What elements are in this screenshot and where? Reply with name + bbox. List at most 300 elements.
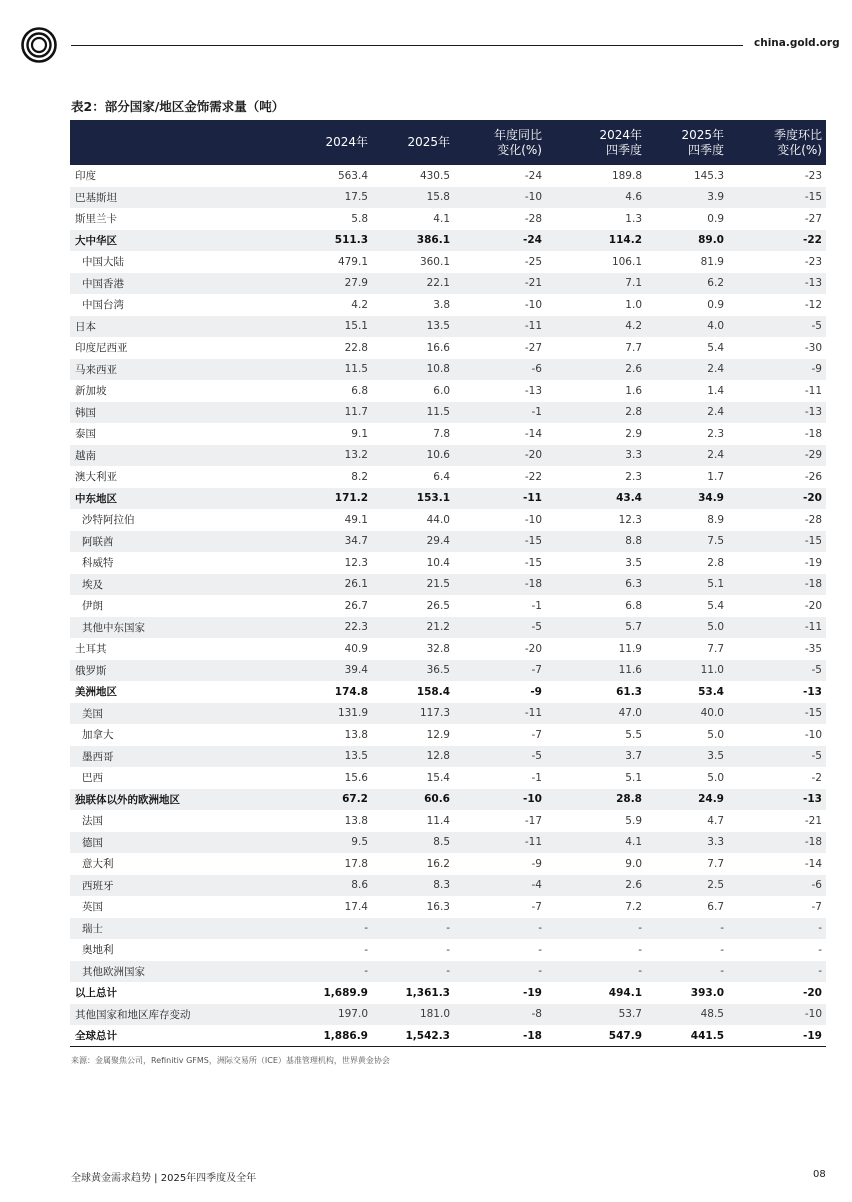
table-cell: 3.8 — [433, 298, 450, 311]
table-cell: 15.6 — [344, 771, 368, 784]
footer-report-title: 全球黄金需求趋势 | 2025年四季度及全年 — [71, 1173, 257, 1184]
source-note: 来源：金属聚焦公司，Refinitiv GFMS，洲际交易所（ICE）基准管理机构，世界黄金协会 — [71, 1056, 390, 1065]
table-row — [70, 767, 826, 789]
table-cell: 145.3 — [693, 169, 724, 182]
table-cell: 7.8 — [433, 427, 450, 440]
table-header-row — [70, 120, 826, 165]
table-row — [70, 660, 826, 682]
row-label: 沙特阿拉伯 — [82, 514, 135, 527]
table-cell: 4.7 — [707, 814, 724, 827]
table-cell: 21.2 — [426, 621, 450, 634]
table-cell: -10 — [524, 191, 542, 204]
table-cell: -9 — [811, 363, 822, 376]
table-cell: 4.2 — [351, 298, 368, 311]
table-cell: -11 — [804, 384, 822, 397]
table-cell: 26.7 — [344, 599, 368, 612]
row-label: 埃及 — [82, 578, 103, 591]
table-cell: -15 — [804, 707, 822, 720]
table-cell: 89.0 — [698, 234, 724, 247]
table-cell: 8.8 — [625, 535, 642, 548]
table-cell: 22.3 — [344, 621, 368, 634]
row-label: 俄罗斯 — [75, 664, 107, 677]
table-row — [70, 875, 826, 897]
table-cell: - — [720, 922, 724, 935]
row-label: 英国 — [82, 901, 103, 914]
table-cell: 16.6 — [426, 341, 450, 354]
table-cell: 3.5 — [707, 750, 724, 763]
table-cell: 22.1 — [426, 277, 450, 290]
table-cell: -14 — [804, 857, 822, 870]
table-cell: -25 — [524, 255, 542, 268]
table-cell: 547.9 — [546, 1025, 646, 1047]
table-cell: 2.3 — [625, 470, 642, 483]
table-row — [70, 402, 826, 424]
table-cell: 171.2 — [334, 492, 368, 505]
table-cell: 360.1 — [419, 255, 450, 268]
row-label: 日本 — [75, 320, 96, 333]
table-cell: 53.4 — [698, 685, 724, 698]
row-label: 意大利 — [82, 858, 114, 871]
table-cell: -7 — [531, 664, 542, 677]
table-cell: -11 — [804, 621, 822, 634]
row-label: 科威特 — [82, 557, 114, 570]
table-cell: 4.1 — [433, 212, 450, 225]
table-cell: -19 — [728, 1025, 826, 1047]
table-cell: 6.8 — [351, 384, 368, 397]
table-cell: 53.7 — [618, 1008, 642, 1021]
table-cell: 5.1 — [707, 578, 724, 591]
row-label: 独联体以外的欧洲地区 — [75, 793, 180, 806]
table-cell: 1.4 — [707, 384, 724, 397]
table-cell: 1,542.3 — [372, 1025, 454, 1047]
row-label: 墨西哥 — [82, 750, 114, 763]
row-label: 印度 — [75, 170, 96, 183]
table-cell: 563.4 — [337, 169, 368, 182]
table-row — [70, 918, 826, 940]
table-cell: -5 — [531, 621, 542, 634]
column-header-4: 2024年 四季度 — [599, 127, 642, 157]
table-cell: 3.3 — [707, 836, 724, 849]
table-cell: 11.5 — [344, 363, 368, 376]
row-label: 德国 — [82, 836, 103, 849]
table-cell: 2.8 — [625, 406, 642, 419]
table-cell: 479.1 — [337, 255, 368, 268]
table-cell: 11.5 — [426, 406, 450, 419]
table-cell: - — [364, 943, 368, 956]
table-cell: 13.8 — [344, 814, 368, 827]
table-cell: 6.3 — [625, 578, 642, 591]
table-cell: 48.5 — [700, 1008, 724, 1021]
table-cell: -1 — [531, 599, 542, 612]
row-label: 马来西亚 — [75, 363, 117, 376]
table-cell: -19 — [523, 986, 542, 999]
table-cell: -7 — [531, 900, 542, 913]
table-cell: 5.7 — [625, 621, 642, 634]
table-cell: -8 — [531, 1008, 542, 1021]
table-cell: 8.9 — [707, 513, 724, 526]
row-label: 美洲地区 — [75, 686, 117, 699]
table-cell: 36.5 — [426, 664, 450, 677]
site-url[interactable]: china.gold.org — [754, 37, 840, 49]
table-cell: 16.2 — [426, 857, 450, 870]
table-cell: -7 — [811, 900, 822, 913]
table-row — [70, 337, 826, 359]
table-cell: 5.4 — [707, 341, 724, 354]
table-cell: 7.5 — [707, 535, 724, 548]
table-cell: -10 — [524, 513, 542, 526]
table-row — [70, 746, 826, 768]
table-cell: 1,361.3 — [405, 986, 450, 999]
table-cell: -5 — [811, 750, 822, 763]
table-row — [70, 961, 826, 983]
table-cell: 26.5 — [426, 599, 450, 612]
table-cell: 17.8 — [344, 857, 368, 870]
table-cell: 2.3 — [707, 427, 724, 440]
table-cell: 3.5 — [625, 556, 642, 569]
table-cell: 11.6 — [618, 664, 642, 677]
table-row — [70, 445, 826, 467]
row-label: 西班牙 — [82, 879, 114, 892]
table-row — [70, 703, 826, 725]
table-row — [70, 165, 826, 187]
table-cell: 67.2 — [342, 793, 368, 806]
table-cell: - — [818, 922, 822, 935]
table-cell: - — [720, 943, 724, 956]
table-row — [70, 681, 826, 703]
table-cell: 6.7 — [707, 900, 724, 913]
table-cell: - — [364, 965, 368, 978]
row-label: 其他国家和地区库存变动 — [75, 1008, 191, 1021]
row-label: 法国 — [82, 815, 103, 828]
table-cell: 1.3 — [625, 212, 642, 225]
table-cell: 494.1 — [608, 986, 642, 999]
table-cell: -23 — [804, 169, 822, 182]
table-cell: 117.3 — [419, 707, 450, 720]
table-cell: 12.9 — [426, 728, 450, 741]
table-cell: -28 — [804, 513, 822, 526]
row-label: 巴基斯坦 — [75, 191, 117, 204]
table-cell: 4.6 — [625, 191, 642, 204]
table-cell: -5 — [531, 750, 542, 763]
table-cell: - — [364, 922, 368, 935]
row-label: 斯里兰卡 — [75, 213, 117, 226]
row-label: 奥地利 — [82, 944, 114, 957]
concentric-circles-logo-icon — [21, 27, 57, 63]
table-cell: 0.9 — [707, 212, 724, 225]
table-cell: -21 — [804, 814, 822, 827]
table-cell: - — [446, 922, 450, 935]
table-cell: 21.5 — [426, 578, 450, 591]
table-cell: 49.1 — [344, 513, 368, 526]
table-cell: 34.9 — [698, 492, 724, 505]
row-label: 加拿大 — [82, 729, 114, 742]
table-cell: - — [818, 965, 822, 978]
table-cell: 29.4 — [426, 535, 450, 548]
table-cell: -18 — [804, 427, 822, 440]
table-cell: 13.2 — [344, 449, 368, 462]
table-body — [70, 165, 826, 1047]
table-cell: -18 — [524, 578, 542, 591]
table-cell: -19 — [804, 556, 822, 569]
table-cell: 7.1 — [625, 277, 642, 290]
row-label: 印度尼西亚 — [75, 342, 128, 355]
table-row — [70, 316, 826, 338]
table-cell: 47.0 — [618, 707, 642, 720]
row-label: 澳大利亚 — [75, 471, 117, 484]
table-cell: 27.9 — [344, 277, 368, 290]
table-cell: 11.0 — [700, 664, 724, 677]
table-cell: -5 — [811, 320, 822, 333]
table-cell: - — [638, 943, 642, 956]
table-cell: 26.1 — [344, 578, 368, 591]
table-row — [70, 552, 826, 574]
table-cell: 7.7 — [707, 642, 724, 655]
table-cell: 114.2 — [608, 234, 642, 247]
table-cell: -21 — [524, 277, 542, 290]
table-cell: -23 — [804, 255, 822, 268]
table-cell: 15.4 — [426, 771, 450, 784]
table-cell: 7.2 — [625, 900, 642, 913]
table-cell: 8.6 — [351, 879, 368, 892]
table-cell: 10.6 — [426, 449, 450, 462]
table-row — [70, 359, 826, 381]
table-cell: 15.8 — [426, 191, 450, 204]
table-cell: 5.9 — [625, 814, 642, 827]
table-cell: -5 — [811, 664, 822, 677]
table-cell: 7.7 — [707, 857, 724, 870]
table-cell: 13.8 — [344, 728, 368, 741]
table-cell: - — [818, 943, 822, 956]
table-cell: 28.8 — [616, 793, 642, 806]
table-cell: 61.3 — [616, 685, 642, 698]
table-row — [70, 488, 826, 510]
header-rule — [71, 45, 743, 46]
row-label: 巴西 — [82, 772, 103, 785]
table-cell: 4.1 — [625, 836, 642, 849]
table-cell: -10 — [804, 728, 822, 741]
table-cell: 1,689.9 — [323, 986, 368, 999]
row-label: 中国台湾 — [82, 299, 124, 312]
table-cell: 9.5 — [351, 836, 368, 849]
table-cell: 6.8 — [625, 599, 642, 612]
table-cell: 2.4 — [707, 449, 724, 462]
table-row — [70, 853, 826, 875]
table-cell: 40.0 — [700, 707, 724, 720]
table-cell: 6.4 — [433, 470, 450, 483]
row-label: 中东地区 — [75, 492, 117, 505]
table-cell: 10.8 — [426, 363, 450, 376]
table-row — [70, 423, 826, 445]
table-cell: 11.9 — [618, 642, 642, 655]
table-cell: -22 — [524, 470, 542, 483]
table-cell: 8.3 — [433, 879, 450, 892]
table-cell: -29 — [804, 449, 822, 462]
table-cell: 44.0 — [426, 513, 450, 526]
table-cell: 3.3 — [625, 449, 642, 462]
table-cell: -20 — [803, 986, 822, 999]
table-cell: 17.5 — [344, 191, 368, 204]
table-cell: 10.4 — [426, 556, 450, 569]
table-row — [70, 466, 826, 488]
table-cell: -13 — [524, 384, 542, 397]
table-row — [70, 638, 826, 660]
table-cell: 3.7 — [625, 750, 642, 763]
table-cell: -10 — [524, 298, 542, 311]
table-row — [70, 832, 826, 854]
table-cell: 4.2 — [625, 320, 642, 333]
row-label: 阿联酋 — [82, 535, 114, 548]
table-cell: 5.0 — [707, 771, 724, 784]
table-cell: - — [638, 965, 642, 978]
table-cell: 2.8 — [707, 556, 724, 569]
table-cell: 34.7 — [344, 535, 368, 548]
table-row — [70, 1004, 826, 1026]
table-cell: 2.4 — [707, 406, 724, 419]
table-row — [70, 230, 826, 252]
table-cell: - — [446, 943, 450, 956]
table-cell: 6.2 — [707, 277, 724, 290]
table-cell: 13.5 — [344, 750, 368, 763]
row-label: 泰国 — [75, 428, 96, 441]
table-cell: 5.0 — [707, 621, 724, 634]
table-row — [70, 574, 826, 596]
column-header-2: 2025年 — [407, 135, 450, 149]
table-cell: 12.8 — [426, 750, 450, 763]
table-cell: 5.5 — [625, 728, 642, 741]
table-cell: 5.1 — [625, 771, 642, 784]
row-label: 全球总计 — [70, 1025, 288, 1047]
table-row — [70, 380, 826, 402]
table-cell: 8.5 — [433, 836, 450, 849]
column-header-5: 2025年 四季度 — [681, 127, 724, 157]
table-cell: 3.9 — [707, 191, 724, 204]
table-cell: 5.0 — [707, 728, 724, 741]
table-row — [70, 531, 826, 553]
table-cell: -9 — [530, 685, 542, 698]
table-cell: - — [638, 922, 642, 935]
table-cell: 393.0 — [690, 986, 724, 999]
table-cell: 22.8 — [344, 341, 368, 354]
table-cell: 13.5 — [426, 320, 450, 333]
table-cell: 197.0 — [337, 1008, 368, 1021]
table-row — [70, 208, 826, 230]
column-header-0 — [70, 120, 288, 165]
table-cell: -6 — [811, 879, 822, 892]
row-label: 韩国 — [75, 406, 96, 419]
table-row — [70, 982, 826, 1004]
table-cell: 9.1 — [351, 427, 368, 440]
table-cell: 174.8 — [334, 685, 368, 698]
table-cell: -11 — [523, 492, 542, 505]
table-cell: 12.3 — [344, 556, 368, 569]
table-cell: - — [538, 922, 542, 935]
table-cell: -22 — [803, 234, 822, 247]
table-row — [70, 724, 826, 746]
table-cell: -11 — [524, 836, 542, 849]
row-label: 越南 — [75, 449, 96, 462]
table-cell: -30 — [804, 341, 822, 354]
table-cell: 511.3 — [334, 234, 368, 247]
table-row — [70, 896, 826, 918]
table-cell: -11 — [524, 320, 542, 333]
table-cell: 9.0 — [625, 857, 642, 870]
column-header-3: 年度同比 变化(%) — [493, 127, 542, 157]
table-cell: -13 — [803, 685, 822, 698]
table-cell: 131.9 — [337, 707, 368, 720]
table-cell: 8.2 — [351, 470, 368, 483]
table-cell: -4 — [531, 879, 542, 892]
table-cell: 81.9 — [700, 255, 724, 268]
table-cell: 441.5 — [646, 1025, 728, 1047]
table-cell: -1 — [531, 406, 542, 419]
table-cell: 12.3 — [618, 513, 642, 526]
table-cell: 1,886.9 — [288, 1025, 372, 1047]
table-cell: -1 — [531, 771, 542, 784]
table-row — [70, 617, 826, 639]
table-cell: -2 — [811, 771, 822, 784]
table-cell: -27 — [804, 212, 822, 225]
table-cell: - — [538, 943, 542, 956]
table-row — [70, 273, 826, 295]
column-header-6: 季度环比 变化(%) — [773, 127, 822, 157]
table-cell: 32.8 — [426, 642, 450, 655]
table-cell: 2.6 — [625, 879, 642, 892]
table-cell: 106.1 — [611, 255, 642, 268]
table-cell: -20 — [524, 642, 542, 655]
table-cell: -15 — [524, 535, 542, 548]
table-cell: -13 — [804, 277, 822, 290]
table-cell: -11 — [524, 707, 542, 720]
table-row — [70, 187, 826, 209]
table-row — [70, 810, 826, 832]
table-cell: -28 — [524, 212, 542, 225]
table-cell: 4.0 — [707, 320, 724, 333]
table-cell: 16.3 — [426, 900, 450, 913]
row-label: 中国香港 — [82, 277, 124, 290]
table-cell: -13 — [803, 793, 822, 806]
table-cell: -18 — [804, 836, 822, 849]
table-cell: 6.0 — [433, 384, 450, 397]
table-cell: 5.8 — [351, 212, 368, 225]
table-cell: 15.1 — [344, 320, 368, 333]
table-cell: -15 — [804, 535, 822, 548]
table-cell: 24.9 — [698, 793, 724, 806]
table-cell: 5.4 — [707, 599, 724, 612]
row-label: 伊朗 — [82, 600, 103, 613]
table-cell: -12 — [804, 298, 822, 311]
table-cell: - — [446, 965, 450, 978]
table-row — [70, 294, 826, 316]
row-label: 美国 — [82, 707, 103, 720]
jewellery-demand-table — [70, 120, 826, 1047]
table-cell: 1.7 — [707, 470, 724, 483]
table-cell: - — [720, 965, 724, 978]
table-cell: -18 — [454, 1025, 546, 1047]
table-cell: 2.6 — [625, 363, 642, 376]
table-cell: -35 — [804, 642, 822, 655]
table-cell: 430.5 — [419, 169, 450, 182]
row-label: 以上总计 — [75, 987, 117, 1000]
table-cell: -26 — [804, 470, 822, 483]
table-row — [70, 789, 826, 811]
table-cell: 60.6 — [424, 793, 450, 806]
table-cell: -20 — [524, 449, 542, 462]
table-cell: 386.1 — [416, 234, 450, 247]
table-cell: -10 — [804, 1008, 822, 1021]
row-label: 其他欧洲国家 — [82, 965, 145, 978]
table-cell: 2.5 — [707, 879, 724, 892]
table-title: 表2：部分国家/地区金饰需求量（吨） — [71, 99, 285, 114]
